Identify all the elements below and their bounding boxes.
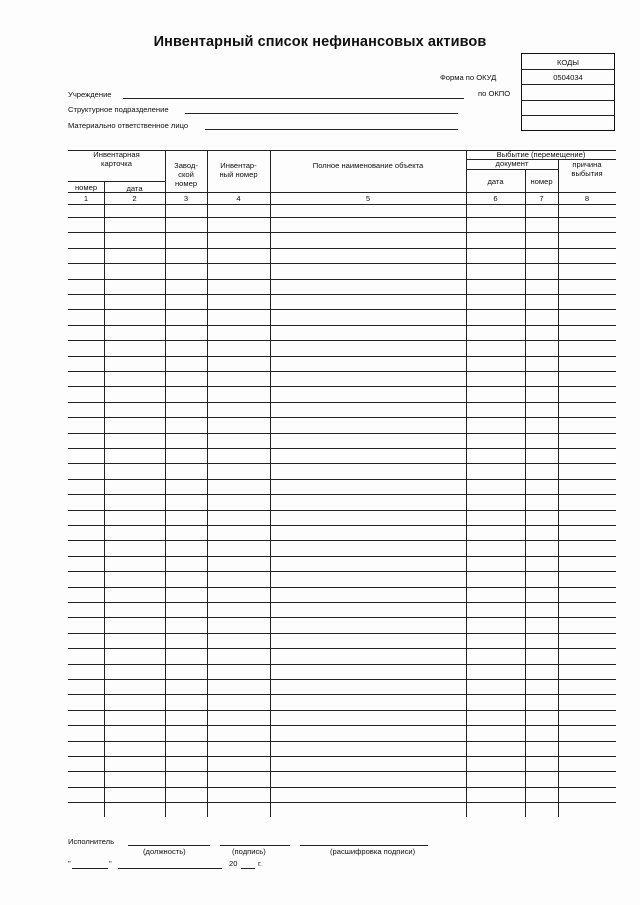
signature-field[interactable] <box>220 845 290 846</box>
col-num-7: 7 <box>539 194 544 203</box>
table-row-line <box>68 648 616 649</box>
full-name-header: Полное наименование объекта <box>312 161 424 170</box>
position-field[interactable] <box>128 845 210 846</box>
document-header: документ <box>495 159 529 168</box>
codes-header: КОДЫ <box>557 58 579 67</box>
col-date-header: дата <box>126 184 143 193</box>
col-num-5: 5 <box>365 194 371 203</box>
table-row-line <box>68 371 616 372</box>
reason-header-l2: выбытия <box>571 169 603 178</box>
table-row-line <box>68 232 616 233</box>
table-row-line <box>68 664 616 665</box>
table-row-line <box>68 192 616 193</box>
table-row-line <box>68 279 616 280</box>
disposal-header: Выбытие (перемещение) <box>496 150 586 159</box>
inv-card-header-l1: Инвентарная <box>93 150 140 159</box>
table-row-line <box>68 741 616 742</box>
decoding-caption: (расшифровка подписи) <box>330 847 416 856</box>
inv-card-header-l2: карточка <box>101 159 132 168</box>
table-row-line <box>68 386 616 387</box>
codes-box <box>521 53 615 131</box>
col-num-2: 2 <box>132 194 137 203</box>
table-row-line <box>68 802 616 803</box>
executor-label: Исполнитель <box>68 837 115 846</box>
col-num-8: 8 <box>584 194 590 203</box>
reason-header-l1: причина <box>572 160 602 169</box>
position-caption: (должность) <box>143 847 186 856</box>
date-day-field[interactable] <box>72 868 108 869</box>
col-num-3: 3 <box>183 194 189 203</box>
table-row-line <box>68 340 616 341</box>
col-num-6: 6 <box>493 194 498 203</box>
col-num-4: 4 <box>236 194 241 203</box>
responsible-field[interactable] <box>205 129 458 130</box>
table-row-line <box>68 556 616 557</box>
table-row-line <box>68 294 616 295</box>
table-row-line <box>68 540 616 541</box>
subdivision-label: Структурное подразделение <box>68 105 169 114</box>
okud-code-field[interactable]: 0504034 <box>553 73 583 82</box>
date-month-field[interactable] <box>118 868 222 869</box>
table-row-line <box>68 602 616 603</box>
table-row-line <box>68 325 616 326</box>
year-prefix: 20 <box>229 859 238 868</box>
page-title: Инвентарный список нефинансовых активов <box>153 34 487 50</box>
table-row-line <box>68 309 616 310</box>
table-row-line <box>68 725 616 726</box>
table-row-line <box>68 756 616 757</box>
table-row-line <box>68 787 616 788</box>
table-row-line <box>68 448 616 449</box>
table-row-line <box>68 417 616 418</box>
decoding-field[interactable] <box>300 845 428 846</box>
okpo-label: по ОКПО <box>478 89 511 98</box>
table-row-line <box>68 587 616 588</box>
table-row-line <box>68 633 616 634</box>
institution-field[interactable] <box>123 98 464 99</box>
year-field[interactable] <box>241 868 255 869</box>
table-row-line <box>68 263 616 264</box>
table-row-line <box>68 204 616 205</box>
table-row-line <box>68 525 616 526</box>
col-num-1: 1 <box>83 194 89 203</box>
col-number-header: номер <box>74 183 98 192</box>
responsible-label: Материально ответственное лицо <box>68 121 189 130</box>
inventory-table <box>68 150 616 817</box>
okud-label: Форма по ОКУД <box>440 73 497 82</box>
table-row-line <box>68 248 616 249</box>
table-row-line <box>68 510 616 511</box>
subdivision-field[interactable] <box>185 113 458 114</box>
table-row-line <box>68 356 616 357</box>
inventory-header-l2: ный номер <box>219 170 258 179</box>
signature-caption: (подпись) <box>232 847 266 856</box>
table-row-line <box>68 710 616 711</box>
institution-label: Учреждение <box>68 90 112 99</box>
table-row-line <box>68 463 616 464</box>
factory-header-l2: ской <box>178 170 194 179</box>
factory-header-l3: номер <box>174 179 198 188</box>
factory-header-l1: Завод- <box>174 161 198 170</box>
table-row-line <box>68 571 616 572</box>
table-row-line <box>68 494 616 495</box>
table-row-line <box>68 402 616 403</box>
date-quote-open: " <box>68 859 71 868</box>
table-row-line <box>68 217 616 218</box>
table-row-line <box>68 771 616 772</box>
table-row-line <box>68 617 616 618</box>
table-row-line <box>68 679 616 680</box>
date-quote-close: " <box>109 859 112 868</box>
doc-date-header: дата <box>487 177 504 186</box>
table-row-line <box>68 479 616 480</box>
doc-number-header: номер <box>530 177 553 186</box>
year-suffix: г. <box>258 859 262 868</box>
table-row-line <box>68 694 616 695</box>
table-row-line <box>68 433 616 434</box>
inventory-header-l1: Инвентар- <box>220 161 257 170</box>
